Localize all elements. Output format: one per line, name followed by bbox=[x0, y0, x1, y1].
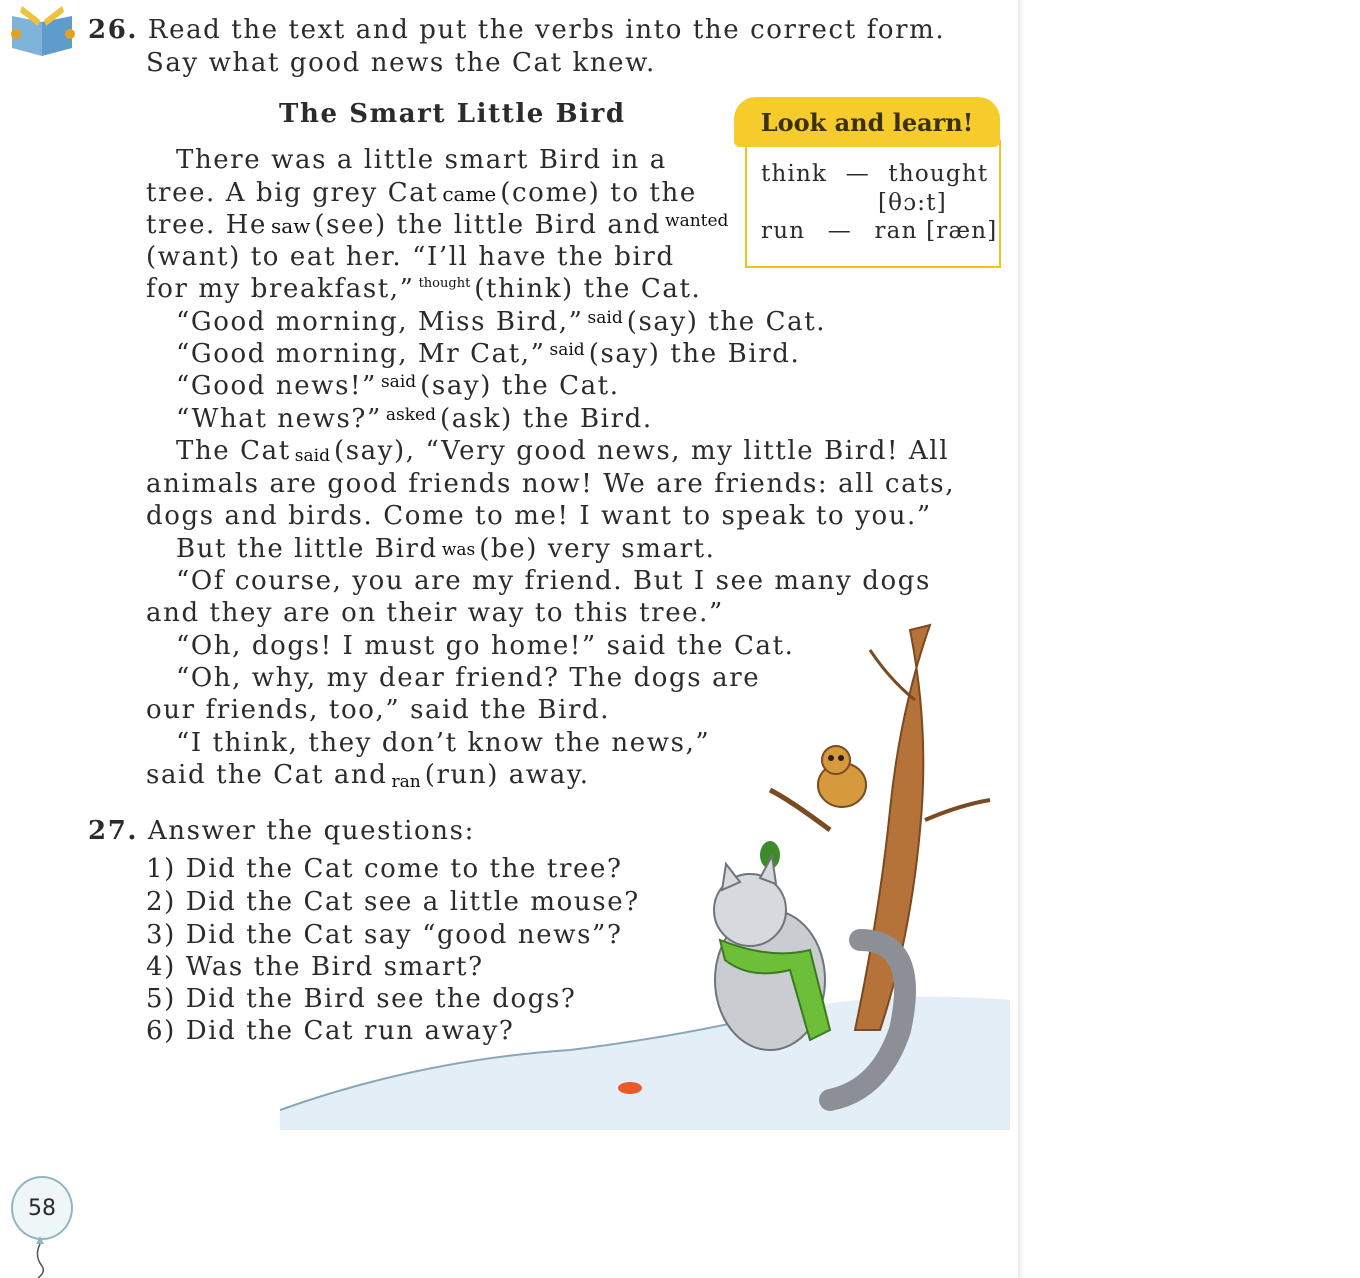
text: (say) the Cat. bbox=[420, 371, 620, 401]
ex26-number: 26. bbox=[88, 15, 139, 45]
text: The Cat bbox=[176, 436, 291, 466]
ipa-ran: [ræn] bbox=[926, 218, 998, 244]
text: tree. He bbox=[146, 210, 268, 240]
inserted-verb: came bbox=[442, 182, 497, 206]
story-line bbox=[176, 533, 716, 568]
story-line bbox=[176, 370, 620, 405]
story-line bbox=[176, 338, 800, 373]
text: “Good morning, Miss Bird,” bbox=[176, 307, 584, 337]
text: (come) to the bbox=[500, 178, 697, 208]
look-and-learn-heading: Look and learn! bbox=[734, 97, 1000, 147]
text: But the little Bird bbox=[176, 534, 438, 564]
look-and-learn-box bbox=[745, 140, 1001, 268]
story-line: “I think, they don’t know the news,” bbox=[176, 728, 711, 758]
ipa-thought: [θɔ:t] bbox=[878, 190, 947, 216]
story-line bbox=[176, 306, 826, 341]
inserted-verb: asked bbox=[385, 405, 436, 425]
page-gutter bbox=[1018, 0, 1024, 1278]
text: “Good morning, Mr Cat,” bbox=[176, 339, 546, 369]
question-item: 4) Was the Bird smart? bbox=[146, 952, 484, 982]
question-item: 3) Did the Cat say “good news”? bbox=[146, 920, 623, 950]
text: (run) away. bbox=[424, 760, 590, 790]
ex26-instruction-2: Say what good news the Cat knew. bbox=[146, 48, 656, 78]
inserted-verb: ran bbox=[391, 772, 421, 792]
ex27-heading bbox=[88, 815, 475, 847]
question-item: 1) Did the Cat come to the tree? bbox=[146, 854, 623, 884]
inserted-verb: said bbox=[587, 308, 623, 328]
balloon-string-icon bbox=[30, 1236, 50, 1278]
page-number: 58 bbox=[11, 1176, 73, 1240]
verb-think: think bbox=[761, 161, 828, 187]
story-line: and they are on their way to this tree.” bbox=[146, 598, 724, 628]
text: said the Cat and bbox=[146, 760, 388, 790]
story-line bbox=[146, 177, 697, 210]
question-item: 2) Did the Cat see a little mouse? bbox=[146, 887, 640, 917]
look-row-think bbox=[761, 161, 988, 187]
story-line: “Oh, why, my dear friend? The dogs are bbox=[176, 663, 761, 693]
inserted-verb: said bbox=[549, 340, 585, 360]
story-line: dogs and birds. Come to me! I want to speak to you.” bbox=[146, 501, 932, 531]
past-ran: ran bbox=[874, 218, 918, 244]
inserted-verb: said bbox=[294, 446, 330, 466]
question-item: 6) Did the Cat run away? bbox=[146, 1016, 515, 1046]
story-line: our friends, too,” said the Bird. bbox=[146, 695, 611, 725]
text: for my breakfast,” bbox=[146, 274, 415, 304]
text: (be) very smart. bbox=[479, 534, 716, 564]
story-line bbox=[146, 273, 701, 310]
text: (say), “Very good news, my little Bird! All bbox=[333, 436, 950, 466]
verb-run: run bbox=[761, 218, 806, 244]
inserted-verb: wanted bbox=[665, 211, 729, 231]
story-line bbox=[176, 403, 653, 438]
text: (say) the Bird. bbox=[588, 339, 801, 369]
text: “What news?” bbox=[176, 404, 382, 434]
past-thought: thought bbox=[888, 161, 989, 187]
story-line: There was a little smart Bird in a bbox=[176, 145, 667, 175]
story-line bbox=[146, 209, 732, 244]
book-icon bbox=[8, 4, 76, 56]
text: (think) the Cat. bbox=[474, 274, 702, 304]
story-line: (want) to eat her. “I’ll have the bird bbox=[146, 242, 675, 272]
story-line bbox=[176, 435, 949, 470]
inserted-verb: said bbox=[380, 372, 417, 392]
story-line: “Of course, you are my friend. But I see many dogs bbox=[176, 566, 931, 596]
text: “Good news!” bbox=[176, 371, 377, 401]
text: (see) the little Bird and bbox=[314, 210, 662, 240]
text: tree. A big grey Cat bbox=[146, 178, 439, 208]
dash: — bbox=[827, 218, 852, 244]
text: (say) the Cat. bbox=[626, 307, 827, 337]
ex27-instruction: Answer the questions: bbox=[147, 816, 475, 846]
ex26-heading bbox=[88, 14, 945, 46]
story-line: animals are good friends now! We are friends: all cats, bbox=[146, 469, 956, 499]
look-row-run bbox=[761, 218, 997, 244]
inserted-verb: was bbox=[441, 540, 476, 560]
ex26-instruction-1: Read the text and put the verbs into the correct form. bbox=[147, 15, 946, 45]
question-item: 5) Did the Bird see the dogs? bbox=[146, 984, 577, 1014]
story-title: The Smart Little Bird bbox=[279, 99, 626, 129]
inserted-verb: saw bbox=[271, 214, 311, 238]
story-line: “Oh, dogs! I must go home!” said the Cat. bbox=[176, 631, 795, 661]
inserted-verb: thought bbox=[418, 276, 471, 291]
text: (ask) the Bird. bbox=[439, 404, 653, 434]
ex27-number: 27. bbox=[88, 816, 139, 846]
dash: — bbox=[845, 161, 870, 187]
